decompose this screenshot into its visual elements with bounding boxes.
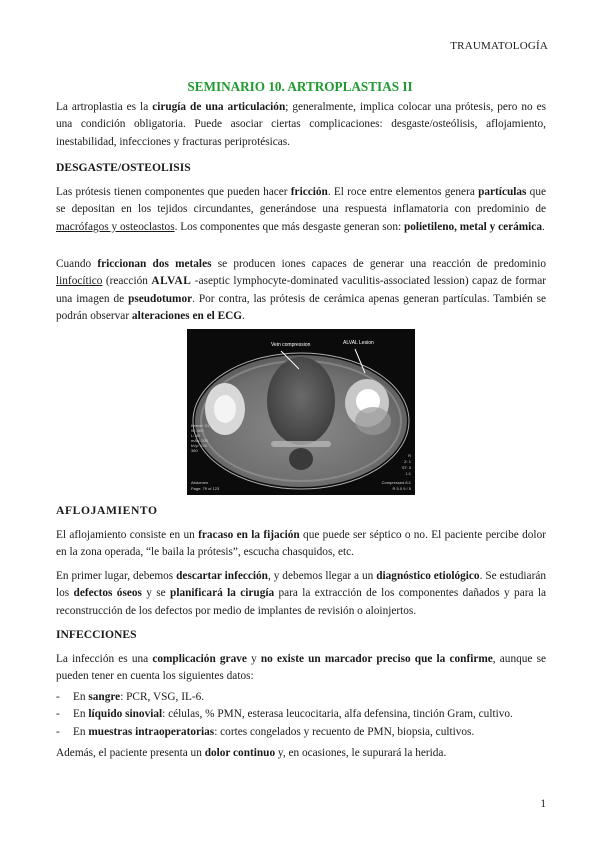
info-line: Kernel: 31 bbox=[191, 423, 210, 428]
info-line: ST: 3 bbox=[401, 465, 411, 470]
info-line: Abdomen bbox=[191, 480, 209, 485]
desgaste-paragraph-1 bbox=[56, 184, 546, 236]
running-header: TRAUMATOLOGÍA bbox=[450, 40, 548, 52]
alval-lesion bbox=[355, 407, 391, 435]
bold-term: defectos óseos bbox=[73, 587, 142, 600]
info-line: Compressed 8:1 bbox=[381, 480, 411, 485]
bold-term: cirugía de una articulación bbox=[152, 101, 286, 113]
bold-term: descartar infección bbox=[176, 570, 268, 582]
ct-scan-image bbox=[187, 329, 415, 495]
info-line: L: 40 bbox=[191, 433, 200, 438]
text-run: y se bbox=[141, 587, 171, 600]
text-run: Cuando bbox=[56, 258, 98, 270]
list-dash: - bbox=[56, 725, 60, 738]
text-run: (reacción bbox=[102, 275, 152, 288]
info-line: kVp: 120 bbox=[191, 443, 207, 448]
ct-scan-drawing bbox=[187, 329, 415, 495]
bold-term: fracaso en la fijación bbox=[198, 529, 300, 541]
bold-term: partículas bbox=[478, 186, 527, 198]
bold-term: pseudotumor bbox=[128, 292, 193, 305]
heading-aflojamiento: AFLOJAMIENTO bbox=[56, 504, 158, 517]
underlined-term: macrófagos y osteoclastos bbox=[56, 220, 175, 233]
list-dash: - bbox=[56, 691, 60, 703]
info-line: W: 400 bbox=[191, 428, 204, 433]
aflojamiento-paragraph-2 bbox=[56, 568, 546, 620]
bold-term: ALVAL bbox=[151, 275, 192, 288]
text-run: Además, el paciente presenta un bbox=[56, 747, 205, 759]
label-alval-lesion: ALVAL Lesion bbox=[343, 340, 374, 346]
heading-infecciones: INFECCIONES bbox=[56, 628, 137, 641]
text-run: , y debemos llegar a un bbox=[267, 570, 377, 582]
text-run: En bbox=[73, 691, 89, 703]
infection-markers-list bbox=[56, 689, 546, 741]
info-line: R bbox=[408, 453, 411, 458]
bold-term: friccionan dos metales bbox=[97, 258, 212, 270]
list-dash: - bbox=[56, 708, 60, 721]
bold-term: sangre bbox=[88, 691, 121, 703]
text-run: Las prótesis tienen componentes que pueden hacer bbox=[56, 186, 291, 198]
list-item bbox=[56, 724, 546, 741]
heading-desgaste: DESGASTE/OSTEOLISIS bbox=[56, 161, 191, 174]
bold-term: complicación grave bbox=[152, 653, 247, 665]
infecciones-paragraph-1 bbox=[56, 651, 546, 686]
intro-paragraph bbox=[56, 99, 546, 151]
bold-term: muestras intraoperatorias bbox=[88, 725, 215, 738]
text-run: . Se estudiarán los bbox=[56, 570, 546, 600]
text-run: que se depositan en los tejidos circundantes, generándose una respuesta inflamatoria con predominio de bbox=[56, 186, 546, 216]
text-run: En bbox=[73, 725, 89, 738]
page-title: SEMINARIO 10. ARTROPLASTIAS II bbox=[187, 79, 413, 94]
text-run: y bbox=[246, 653, 261, 665]
text-run: ; generalmente, implica colocar una prótesis, pero no es una condición obligatoria. Puede asociar ciertas complicaciones: desgaste/osteólisis, aflojamiento, inestabilidad, infecciones y fracturas periprotésicas. bbox=[56, 101, 546, 148]
text-run: . bbox=[242, 309, 245, 322]
info-line: 1:1 bbox=[405, 471, 411, 476]
list-item bbox=[56, 706, 546, 723]
bold-term: líquido sinovial bbox=[88, 708, 163, 721]
bold-term: no existe un marcador preciso que la confirme bbox=[260, 653, 493, 665]
bold-term: alteraciones en el ECG bbox=[131, 309, 243, 322]
text-run: En bbox=[73, 708, 89, 721]
text-run: La infección es una bbox=[56, 653, 153, 665]
info-line: Z: 1 bbox=[404, 459, 411, 464]
info-line: mAs: 200 bbox=[191, 438, 208, 443]
info-line: R 5.0 9 / 5 bbox=[392, 486, 411, 491]
underlined-term: linfocítico bbox=[56, 275, 103, 288]
text-run: . Por contra, las prótesis de cerámica apenas generan partículas. También se podrán observar bbox=[56, 292, 546, 322]
bold-term: dolor continuo bbox=[204, 747, 276, 759]
text-run: que puede ser séptico o no. El paciente percibe dolor en la zona operada, “le baila la prótesis”, escucha chasquidos, etc. bbox=[56, 529, 546, 559]
text-run: El aflojamiento consiste en un bbox=[56, 529, 199, 541]
text-run: para la extracción de los componentes dañados y para la reconstrucción de los defectos por medio de implantes de revisión o aloinjertos. bbox=[56, 587, 546, 617]
page-number: 1 bbox=[540, 798, 546, 810]
info-line: 360 bbox=[191, 448, 198, 453]
text-run: : cortes congelados y recuento de PMN, biopsia, cultivos. bbox=[214, 725, 475, 738]
bold-term: polietileno, metal y cerámica bbox=[403, 220, 542, 233]
text-run: se producen iones capaces de generar una reacción de predominio bbox=[211, 258, 546, 270]
list-item bbox=[56, 689, 546, 706]
bold-term: fricción bbox=[290, 186, 328, 198]
text-run: . bbox=[541, 220, 545, 233]
text-run: . Los componentes que más desgaste generan son: bbox=[174, 220, 404, 233]
bladder bbox=[267, 357, 335, 445]
text-run: : PCR, VSG, IL-6. bbox=[120, 691, 205, 703]
infecciones-paragraph-2 bbox=[56, 745, 546, 762]
text-run: -aseptic lymphocyte-dominated vaculitis-associated lession) capaz de formar una imagen de bbox=[56, 275, 546, 305]
text-run: , aunque se pueden tener en cuenta los siguientes datos: bbox=[56, 653, 546, 683]
text-run: En primer lugar, debemos bbox=[56, 570, 177, 582]
bold-term: planificará la cirugía bbox=[170, 587, 275, 600]
desgaste-paragraph-2 bbox=[56, 256, 546, 325]
aflojamiento-paragraph-1 bbox=[56, 527, 546, 562]
text-run: y, en ocasiones, le supurará la herida. bbox=[275, 747, 447, 759]
info-line: Page: 79 of 123 bbox=[191, 486, 220, 491]
text-run: . El roce entre elementos genera bbox=[327, 186, 479, 198]
label-vein-compression: Vein compression bbox=[271, 342, 311, 348]
text-run: La artroplastia es la bbox=[56, 101, 153, 113]
bold-term: diagnóstico etiológico bbox=[376, 570, 480, 582]
text-run: : células, % PMN, esterasa leucocitaria, alfa defensina, tinción Gram, cultivo. bbox=[162, 708, 513, 721]
